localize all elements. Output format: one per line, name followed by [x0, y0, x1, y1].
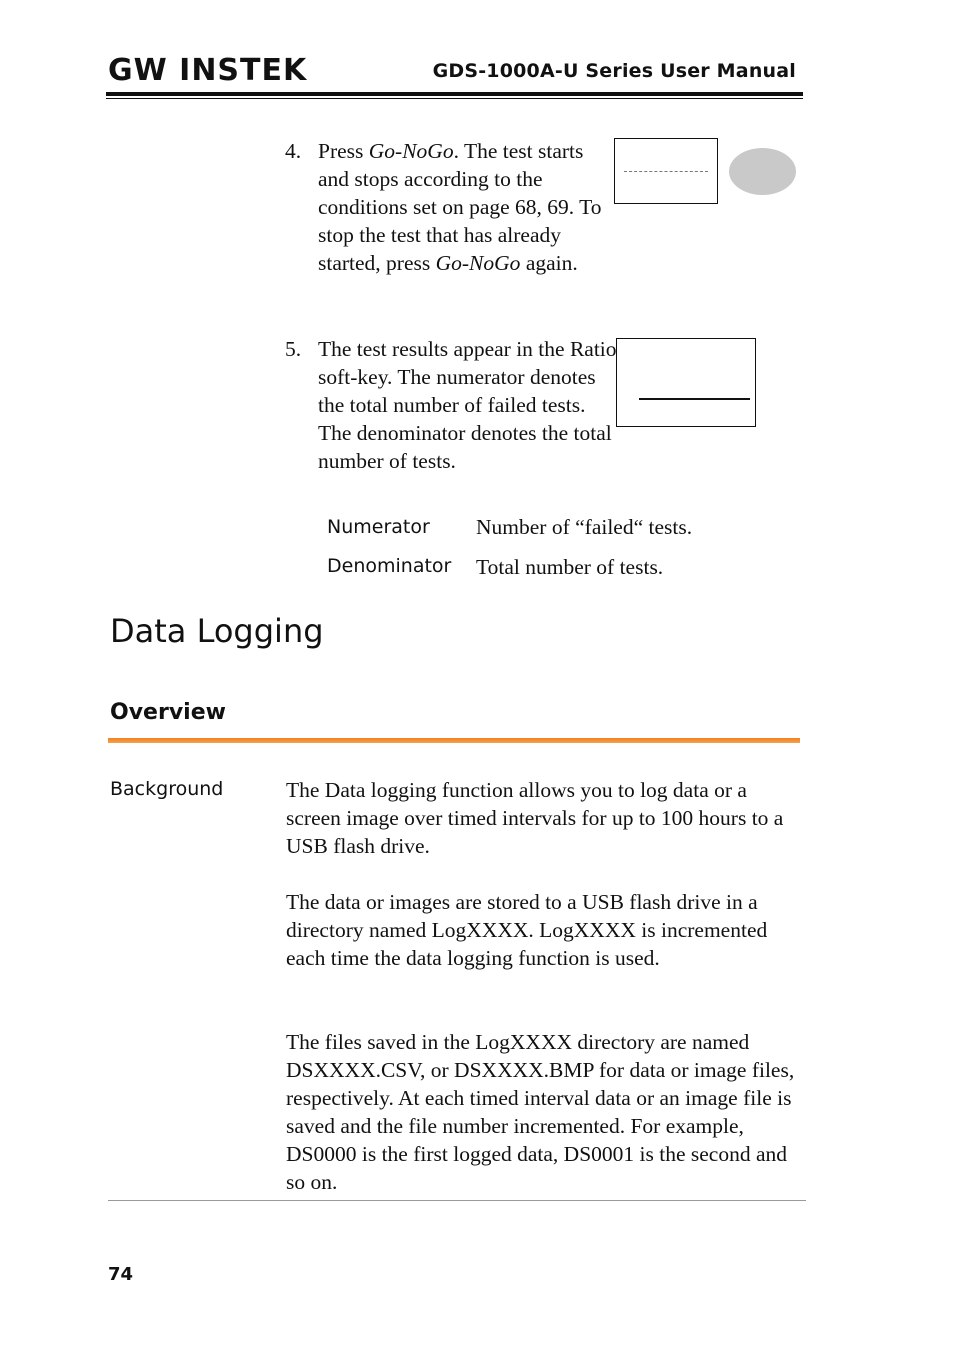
definition-term: Numerator: [327, 516, 430, 538]
step-text: Press Go-NoGo. The test starts and stops according to the conditions set on page 68, 69. To stop the test that has already started, press Go-NoGo again.: [318, 139, 602, 275]
dashed-line: [624, 171, 708, 172]
definition-desc: Total number of tests.: [476, 555, 664, 579]
key-name: Go-NoGo: [435, 251, 521, 275]
section-title: Data Logging: [110, 612, 324, 650]
step-number: 4.: [285, 139, 302, 163]
page-number: 74: [108, 1264, 134, 1285]
section-rule: [108, 738, 800, 743]
fraction-bar: [639, 398, 750, 400]
key-name: Go-NoGo: [368, 139, 454, 163]
soft-key-illustration: [614, 138, 718, 204]
go-nogo-button-illustration: [729, 148, 796, 195]
paragraph: The data or images are stored to a USB flash drive in a directory named LogXXXX. LogXXXX is incremented each time the data logging function is used.: [286, 890, 768, 970]
header-rule-thin: [106, 98, 803, 99]
header-rule: [106, 92, 803, 96]
step-text: The test results appear in the Ratio soft-key. The numerator denotes the total number of failed tests. The denominator denotes the total number of tests.: [318, 337, 617, 473]
ratio-soft-key-illustration: [616, 338, 756, 427]
paragraph: The files saved in the LogXXXX directory are named DSXXXX.CSV, or DSXXXX.BMP for data or image files, respectively. At each timed interval data or an image file is saved and the file number incremented. For example, DS0000 is the first logged data, DS0001 is the second and so on.: [286, 1030, 795, 1194]
subsection-title: Overview: [110, 700, 226, 725]
background-label: Background: [110, 778, 224, 800]
bottom-rule: [108, 1200, 806, 1201]
paragraph: The Data logging function allows you to log data or a screen image over timed intervals for up to 100 hours to a USB flash drive.: [286, 778, 784, 858]
manual-title: GDS-1000A-U Series User Manual: [432, 60, 796, 82]
definition-desc: Number of “failed“ tests.: [476, 515, 693, 539]
step-number: 5.: [285, 337, 302, 361]
svg-text:GW INSTEK: GW INSTEK: [108, 53, 308, 88]
definition-term: Denominator: [327, 555, 452, 577]
gw-instek-logo: [108, 53, 308, 88]
